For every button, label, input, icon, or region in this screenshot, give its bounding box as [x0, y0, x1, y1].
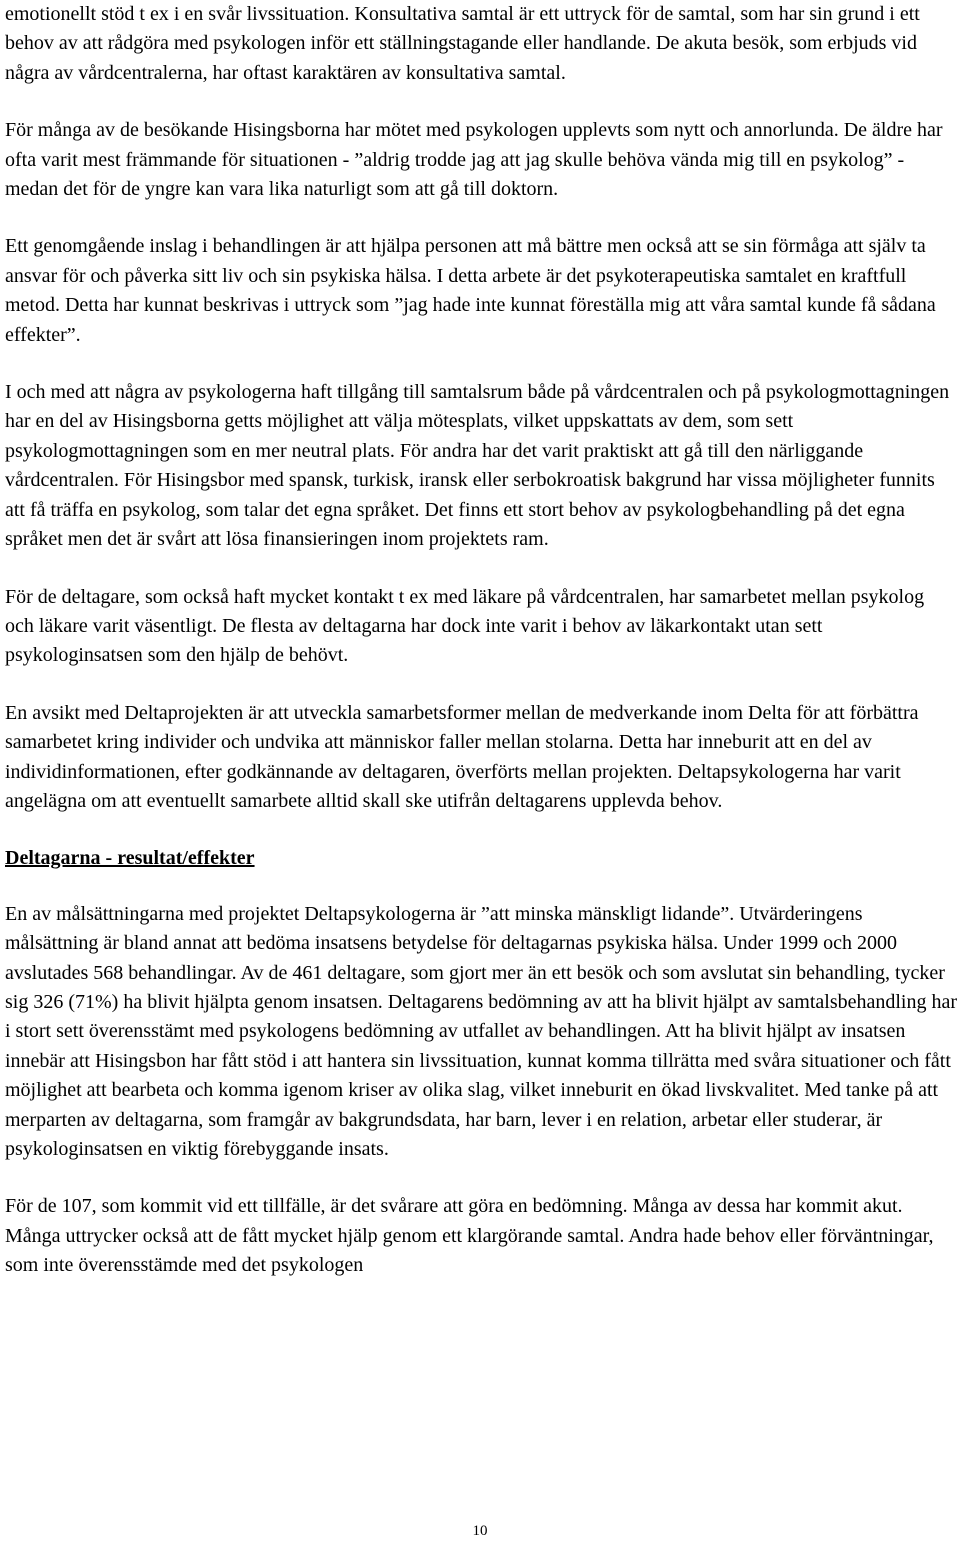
- paragraph-4: I och med att några av psykologerna haft tillgång till samtalsrum både på vårdcentralen och på psykologmottagningen har en del av Hisingsborna getts möjlighet att välja mötesplats, vilket uppskattats av dem, som sett psykologmottagningen som en mer neutral plats. För andra har det varit praktiskt att gå till den närliggande vårdcentralen. För Hisingsbor med spansk, turkisk, iransk eller serbokroatisk bakgrund har vissa möjligheter funnits att få träffa en psykolog, som talar det egna språket. Det finns ett stort behov av psykologbehandling på det egna språket men det är svårt att lösa finansieringen inom projektets ram.: [5, 381, 950, 551]
- section-heading: Deltagarna - resultat/effekter: [5, 847, 255, 870]
- document-page: [5, 0, 957, 1309]
- paragraph-6: En avsikt med Deltaprojekten är att utveckla samarbetsformer mellan de medverkande inom Delta för att förbättra samarbetet kring individer och undvika att människor faller mellan stolarna. Detta har inneburit att en del av individinformationen, efter godkännande av deltagaren, överförts mellan projekten. Deltapsykologerna har varit angelägna om att eventuellt samarbete alltid skall ske utifrån deltagarens upplevda behov.: [5, 701, 919, 812]
- page-number: 10: [472, 1523, 488, 1539]
- paragraph-5: För de deltagare, som också haft mycket kontakt t ex med läkare på vårdcentralen, har samarbetet mellan psykolog och läkare varit väsentligt. De flesta av deltagarna har dock inte varit i behov av läkarkontakt utan sett psykologinsatsen som den hjälp de behövt.: [5, 585, 925, 667]
- paragraph-8: För de 107, som kommit vid ett tillfälle, är det svårare att göra en bedömning. Många av dessa har kommit akut. Många uttrycker också att de fått mycket hjälp genom ett klargörande samtal. Andra hade behov eller förväntningar, som inte överensstämde med det psykologen: [5, 1195, 934, 1277]
- paragraph-3: Ett genomgående inslag i behandlingen är att hjälpa personen att må bättre men också att se sin förmåga att själv ta ansvar för och påverka sitt liv och sin psykiska hälsa. I detta arbete är det psykoterapeutiska samtalet en kraftfull metod. Detta har kunnat beskrivas i uttryck som ”jag hade inte kunnat föreställa mig att våra samtal kunde få sådana effekter”.: [5, 235, 936, 346]
- paragraph-1: emotionellt stöd t ex i en svår livssituation. Konsultativa samtal är ett uttryck för de samtal, som har sin grund i ett behov av att rådgöra med psykologen inför ett ställningstagande eller handlande. De akuta besök, som erbjuds vid några av vårdcentralerna, har oftast karaktären av konsultativa samtal.: [5, 3, 920, 84]
- paragraph-7: En av målsättningarna med projektet Deltapsykologerna är ”att minska mänskligt lidande”. Utvärderingens målsättning är bland annat att bedöma insatsens betydelse för deltagarnas psykiska hälsa. Under 1999 och 2000 avslutades 568 behandlingar. Av de 461 deltagare, som gjort mer än ett besök och som avslutat sin behandling, tycker sig 326 (71%) ha blivit hjälpta genom insatsen. Deltagarens bedömning av att ha blivit hjälpt av samtalsbehandling har i stort sett överensstämt med psykologens bedömning av utfallet av behandlingen. Att ha blivit hjälpt av insatsen innebär att Hisingsbon har fått stöd i att hantera sin livssituation, kunnat komma tillrätta med svåra situationer och fått möjlighet att bearbeta och komma igenom kriser av olika slag, vilket inneburit en ökad livskvalitet. Med tanke på att merparten av deltagarna, som framgår av bakgrundsdata, har barn, lever i en relation, arbetar eller studerar, är psykologinsatsen en viktig förebyggande insats.: [5, 902, 958, 1160]
- paragraph-2: För många av de besökande Hisingsborna har mötet med psykologen upplevts som nytt och annorlunda. De äldre har ofta varit mest främmande för situationen - ”aldrig trodde jag att jag skulle behöva vända mig till en psykolog” - medan det för de yngre kan vara lika naturligt som att gå till doktorn.: [5, 119, 943, 201]
